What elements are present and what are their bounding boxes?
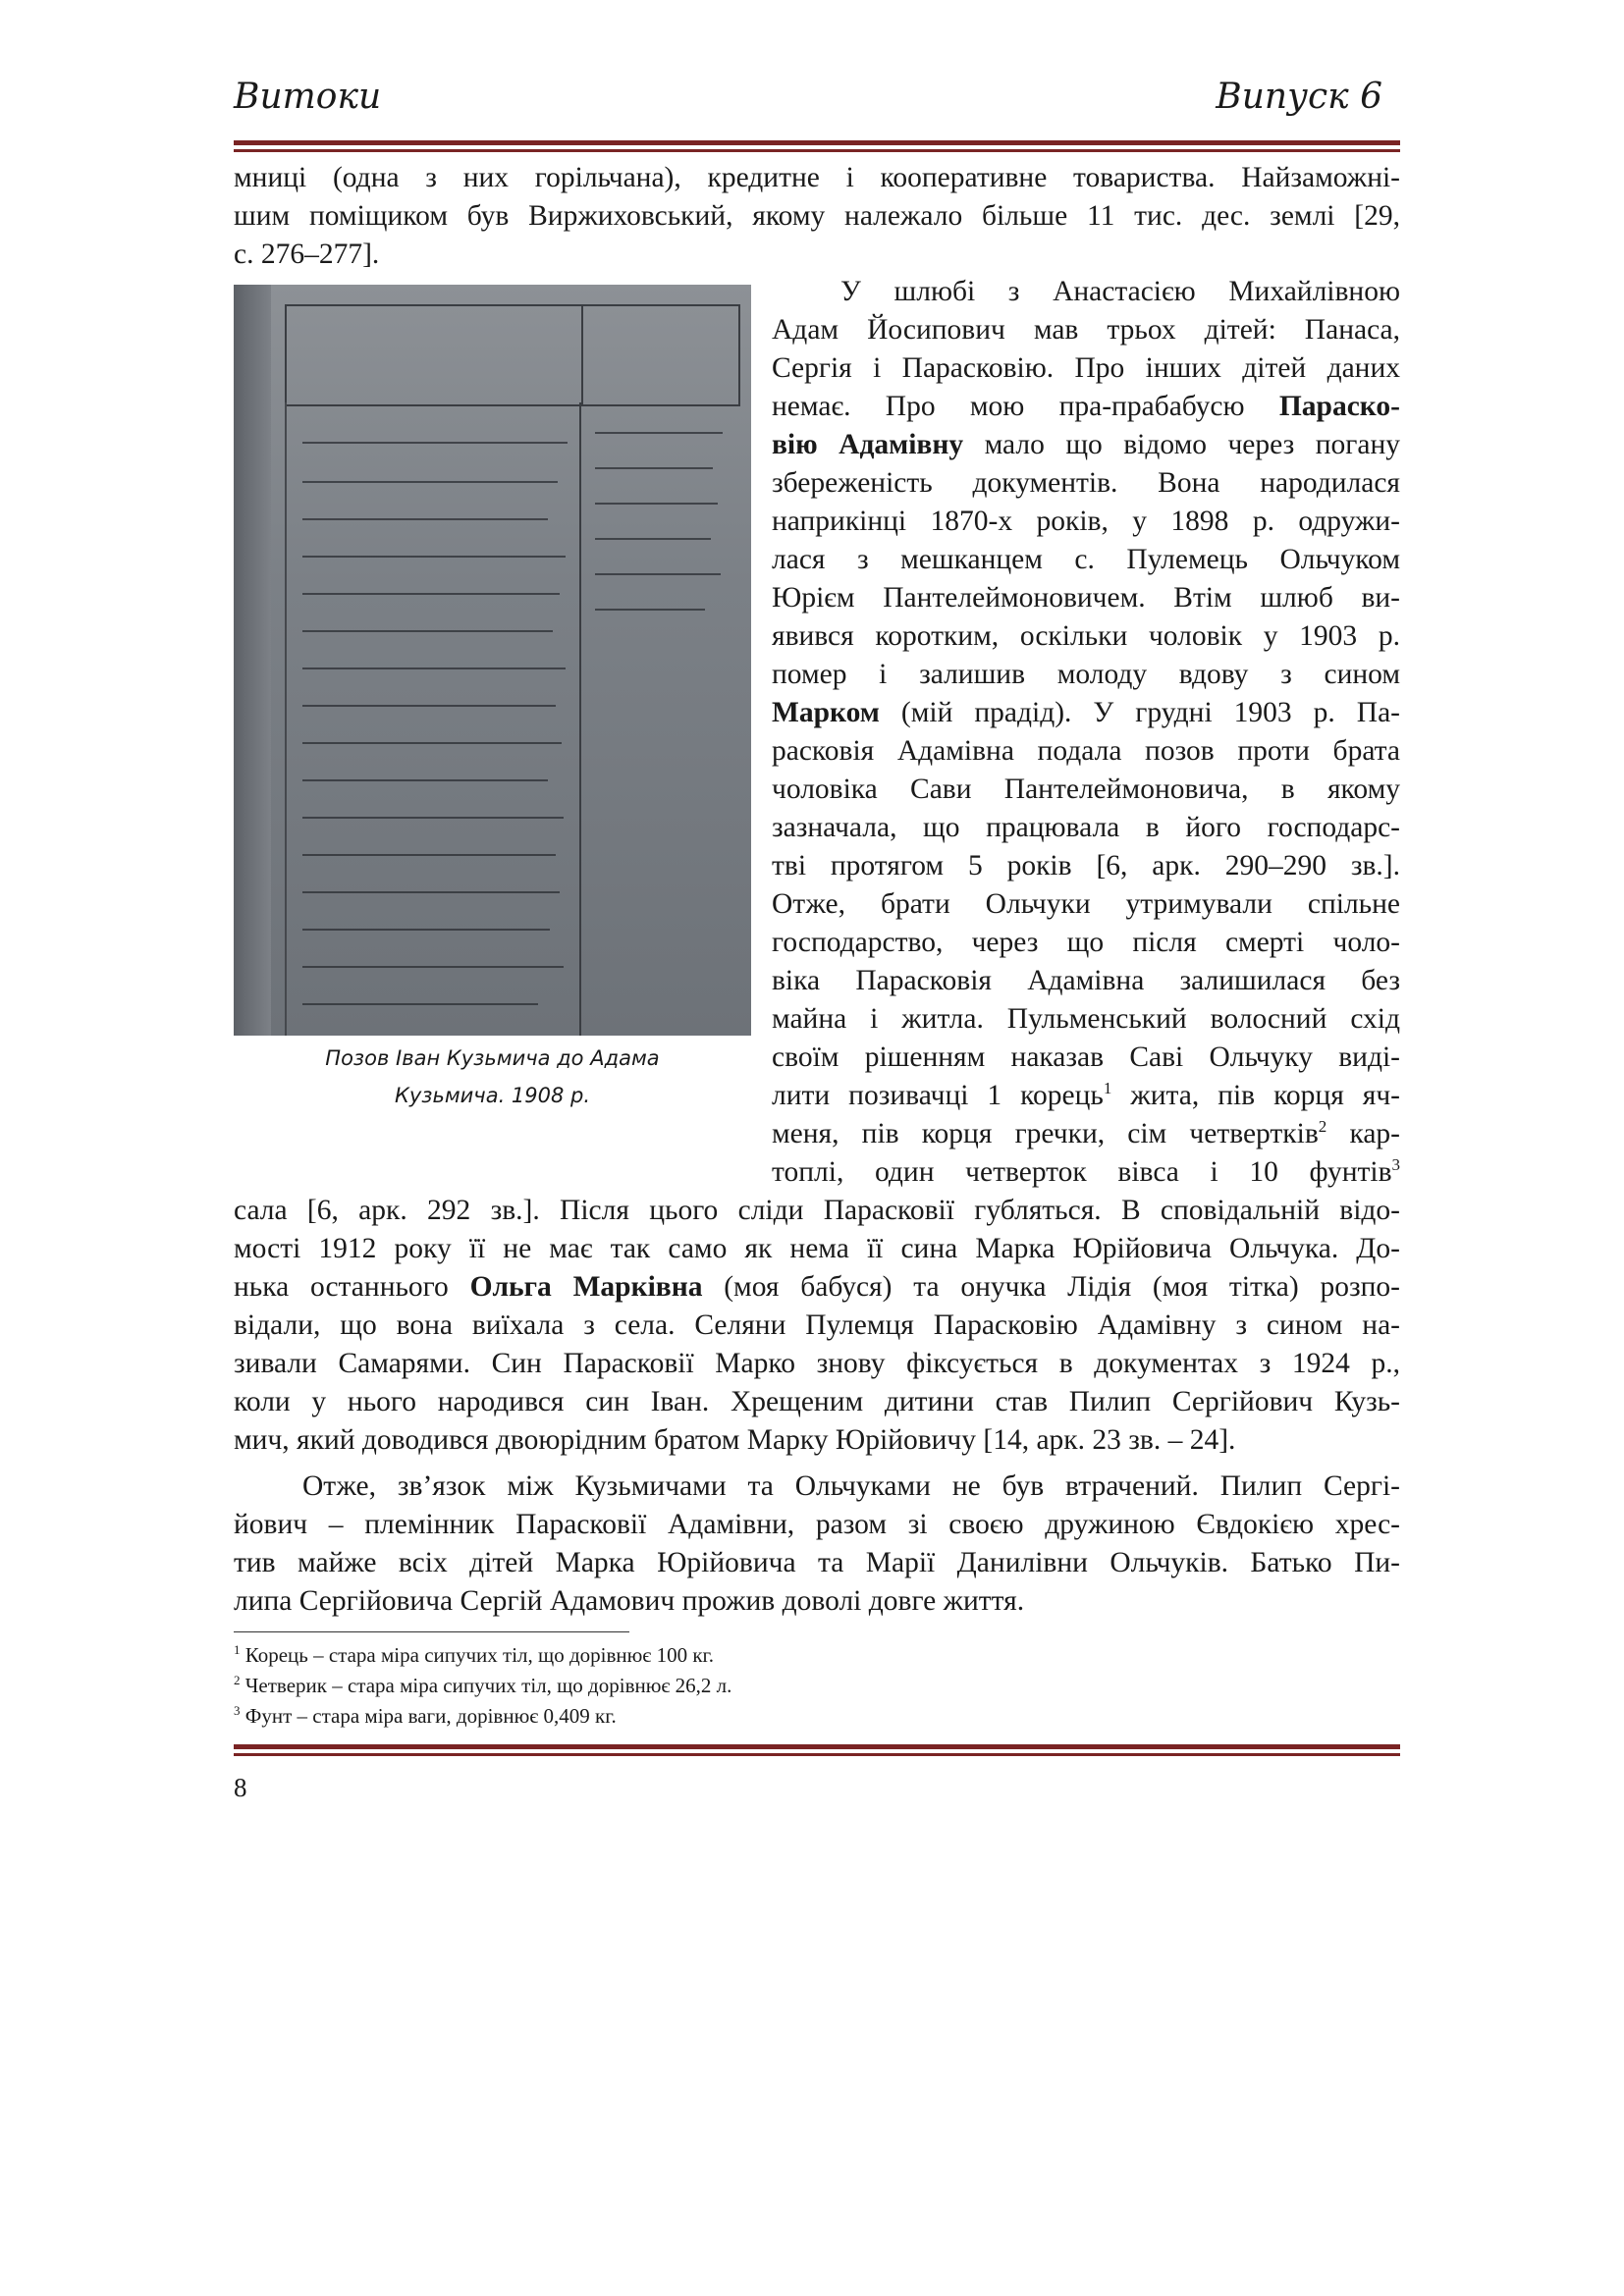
form-table-header <box>285 304 740 406</box>
side-line-10: явився коротким, оскільки чоловік у 1903 р. <box>772 620 1400 652</box>
side-line-3: Сергія і Парасковію. Про інших дітей даних <box>772 352 1400 384</box>
footnote-2: $^2$ Четверик – стара міра сипучих тіл, що дорівнює 26,2 л. <box>234 1673 732 1697</box>
book-spine-shadow <box>234 285 271 1036</box>
journal-title: Витоки <box>234 77 382 117</box>
header-rule-thin <box>234 149 1400 152</box>
side-line-21: своїм рішенням наказав Саві Ольчуку виді- <box>772 1041 1400 1073</box>
side-line-7: наприкінці 1870-х років, у 1898 р. одружи- <box>772 506 1400 537</box>
footer-rule-thin <box>234 1753 1400 1756</box>
side-line-13: расковія Адамівна подала позов проти брата <box>772 735 1400 767</box>
side-line-18: господарство, через що після смерті чоло- <box>772 927 1400 958</box>
side-line-9: Юрієм Пантелеймоновичем. Втім шлюб ви- <box>772 582 1400 614</box>
footer-rule-thick <box>234 1744 1400 1749</box>
side-line-22: лити позивачці 1 корець$^1$ жита, пів корця яч- <box>772 1079 1400 1111</box>
side-line-24: топлі, один четверток вівса і 10 фунтів$^3$ <box>772 1155 1400 1188</box>
photo-caption-line-2: Кузьмича. 1908 р. <box>394 1084 591 1107</box>
full-line-2: мості 1912 року її не має так само як нема її сина Марка Юрійовича Ольчука. До- <box>234 1233 1400 1264</box>
side-line-2: Адам Йосипович мав трьох дітей: Панаса, <box>772 314 1400 346</box>
side-line-1: У шлюбі з Анастасією Михайлівною <box>840 276 1400 307</box>
intro-line-2: шим поміщиком був Виржиховський, якому належало більше 11 тис. дес. землі [29, <box>234 200 1400 232</box>
photo-caption-line-1: Позов Іван Кузьмича до Адама <box>325 1046 660 1070</box>
closing-line-3: тив майже всіх дітей Марка Юрійовича та Марії Данилівни Ольчуків. Батько Пи- <box>234 1547 1400 1578</box>
side-line-20: майна і житла. Пульменський волосний схід <box>772 1003 1400 1035</box>
side-line-23: меня, пів корця гречки, сім четвертків$^2$ кар- <box>772 1117 1400 1149</box>
side-line-17: Отже, брати Ольчуки утримували спільне <box>772 888 1400 920</box>
closing-line-4: липа Сергійовича Сергій Адамович прожив доволі довге життя. <box>234 1585 1025 1617</box>
footnote-separator <box>234 1631 629 1632</box>
full-line-4: відали, що вона виїхала з села. Селяни Пулемця Парасковію Адамівну з сином на- <box>234 1309 1400 1341</box>
header-rule-thick <box>234 140 1400 145</box>
full-line-1: сала [6, арк. 292 зв.]. Після цього сліди Парасковії губляться. В сповідальній відо- <box>234 1195 1400 1226</box>
issue-number: Випуск 6 <box>1216 77 1382 117</box>
side-line-16: тві протягом 5 років [6, арк. 290–290 зв.]. <box>772 850 1400 881</box>
side-line-14: чоловіка Сави Пантелеймоновича, в якому <box>772 774 1400 805</box>
side-line-4: немає. Про мою пра-прабабусю Параско- <box>772 391 1400 422</box>
page-number: 8 <box>234 1773 247 1802</box>
side-line-19: віка Парасковія Адамівна залишилася без <box>772 965 1400 996</box>
footnote-ref-3: 3 <box>1391 1155 1400 1174</box>
side-line-8: лася з мешканцем с. Пулемець Ольчуком <box>772 544 1400 575</box>
intro-line-1: мниці (одна з них горільчана), кредитне і кооперативне товариства. Найзаможні- <box>234 162 1400 193</box>
closing-line-1: Отже, зв’язок між Кузьмичами та Ольчуками не був втрачений. Пилип Сергі- <box>302 1470 1400 1502</box>
intro-line-3: с. 276–277]. <box>234 239 380 270</box>
footnote-3: $^3$ Фунт – стара міра ваги, дорівнює 0,409 кг. <box>234 1703 617 1728</box>
archival-document-photo <box>234 285 751 1036</box>
footnote-ref-1: 1 <box>1103 1079 1112 1097</box>
footnote-1: $^1$ Корець – стара міра сипучих тіл, що дорівнює 100 кг. <box>234 1642 715 1667</box>
full-line-6: коли у нього народився син Іван. Хрещеним дитини став Пилип Сергійович Кузь- <box>234 1386 1400 1417</box>
footnote-ref-2: 2 <box>1318 1117 1327 1136</box>
closing-line-2: йович – племінник Парасковії Адамівни, разом зі своєю дружиною Євдокією хрес- <box>234 1509 1400 1540</box>
side-line-6: збереженість документів. Вона народилася <box>772 467 1400 499</box>
side-line-11: помер і залишив молоду вдову з сином <box>772 659 1400 690</box>
full-line-5: зивали Самарями. Син Парасковії Марко знову фіксується в документах з 1924 р., <box>234 1348 1400 1379</box>
side-line-5: вію Адамівну мало що відомо через погану <box>772 429 1400 460</box>
side-line-12: Марком (мій прадід). У грудні 1903 р. Па- <box>772 697 1400 728</box>
full-line-3: нька останнього Ольга Марківна (моя бабуся) та онучка Лідія (моя тітка) розпо- <box>234 1271 1400 1303</box>
side-line-15: зазначала, що працювала в його господарс- <box>772 812 1400 843</box>
full-line-7: мич, який доводився двоюрідним братом Марку Юрійовичу [14, арк. 23 зв. – 24]. <box>234 1424 1236 1456</box>
